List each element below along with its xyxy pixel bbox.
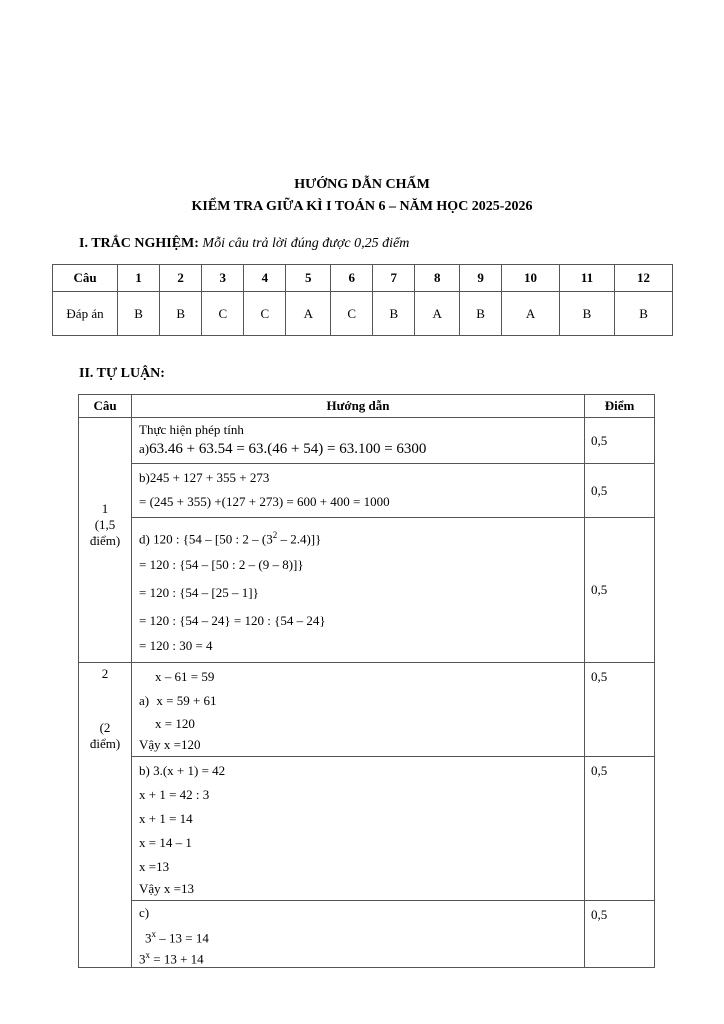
q2-a-points: 0,5 [585, 663, 655, 757]
mc-question-number: 3 [202, 265, 244, 292]
q2-b-guide [132, 757, 585, 901]
mc-answer: B [460, 292, 502, 336]
part2-heading: II. TỰ LUẬN: [79, 366, 165, 381]
guide-line [139, 922, 577, 946]
q1-a-prefix: a) [139, 441, 150, 456]
mc-answer: B [373, 292, 415, 336]
mc-question-number: 6 [331, 265, 373, 292]
mc-question-number: 11 [559, 265, 614, 292]
document-subtitle: KIỂM TRA GIỮA KÌ I TOÁN 6 – NĂM HỌC 2025-2026 [191, 199, 533, 214]
exponent: x [145, 950, 150, 960]
mc-header-label: Câu [53, 265, 118, 292]
mc-answer: C [244, 292, 286, 336]
q1-d-points: 0,5 [585, 518, 655, 663]
q1-label-cell [79, 418, 132, 663]
guide-line: = 120 : {54 – 24} = 120 : {54 – 24} [139, 613, 326, 628]
exponent: 2 [272, 530, 278, 540]
guide-line: x + 1 = 42 : 3 [139, 787, 210, 802]
q2-label-cell [79, 663, 132, 968]
q2-a-guide [132, 663, 585, 757]
col-guide-header: Hướng dẫn [132, 395, 585, 418]
col-question-header: Câu [79, 395, 132, 418]
mc-answer: B [118, 292, 160, 336]
q1-b-points: 0,5 [585, 464, 655, 518]
guide-line: = 120 : {54 – [50 : 2 – (9 – 8)]} [139, 557, 304, 572]
guide-line: x =13 [139, 859, 170, 874]
q1-d-guide [132, 518, 585, 663]
mc-question-number: 10 [502, 265, 560, 292]
guide-line: Vậy x =120 [139, 737, 201, 752]
col-points-header: Điểm [585, 395, 655, 418]
q2-points-label: (2 [99, 720, 111, 735]
q2-c-text: 3 [145, 930, 152, 946]
q2-c-text: = 13 + 14 [150, 951, 204, 967]
q1-b-row [79, 464, 655, 518]
guide-line [139, 520, 577, 550]
guide-line: = (245 + 355) +(127 + 273) = 600 + 400 = 1000 [139, 494, 390, 509]
guide-line [139, 439, 577, 458]
guide-line: x – 61 = 59 [155, 669, 215, 684]
q1-d-row [79, 518, 655, 663]
q2-c-text: – 13 = 14 [156, 930, 209, 946]
guide-line: x = 14 – 1 [139, 835, 192, 850]
q1-d-text: d) 120 : {54 – [50 : 2 – (3 [139, 531, 273, 547]
document-title: HƯỚNG DẪN CHẤM [294, 177, 430, 192]
q2-a-text: x = 59 + 61 [156, 693, 217, 708]
q2-b-row [79, 757, 655, 901]
q2-c-guide [132, 901, 585, 968]
mc-answer: A [286, 292, 331, 336]
q1-points-label: điểm) [89, 533, 121, 548]
guide-line: b) 3.(x + 1) = 42 [139, 763, 226, 778]
q2-a-row [79, 663, 655, 757]
mc-answer: B [160, 292, 202, 336]
q1-a-row [79, 418, 655, 464]
guide-line: b)245 + 127 + 355 + 273 [139, 470, 270, 485]
q1-d-text: – 2.4)]} [277, 531, 322, 547]
mc-question-number: 12 [615, 265, 673, 292]
mc-question-number: 1 [118, 265, 160, 292]
mc-question-number: 4 [244, 265, 286, 292]
guide-line: Vậy x =13 [139, 881, 194, 896]
q2-c-text: 3 [139, 951, 146, 967]
part1-heading [79, 236, 409, 252]
q1-a-points: 0,5 [585, 418, 655, 464]
q1-b-guide [132, 464, 585, 518]
guide-line: = 120 : {54 – [25 – 1]} [139, 585, 259, 600]
guide-line: = 120 : 30 = 4 [139, 638, 213, 653]
q1-points-label: (1,5 [94, 517, 116, 532]
essay-header-row [79, 395, 655, 418]
mc-question-number: 2 [160, 265, 202, 292]
q2-b-points: 0,5 [585, 757, 655, 901]
guide-line [139, 689, 577, 713]
q2-number: 2 [101, 666, 109, 681]
guide-line: x + 1 = 14 [139, 811, 193, 826]
guide-line [139, 946, 577, 965]
guide-line: x = 120 [155, 716, 195, 731]
q1-number: 1 [101, 501, 109, 516]
mc-header-row [53, 265, 673, 292]
essay-table [78, 394, 655, 968]
mc-answer-label: Đáp án [53, 292, 118, 336]
exponent: x [151, 929, 156, 939]
mc-answer: A [415, 292, 460, 336]
mc-answer: A [502, 292, 560, 336]
q2-points-label: điểm) [89, 736, 121, 751]
mc-answer-row [53, 292, 673, 336]
mc-answer: C [202, 292, 244, 336]
q2-a-prefix: a) [139, 693, 150, 708]
mc-question-number: 5 [286, 265, 331, 292]
q2-c-points: 0,5 [585, 901, 655, 968]
part1-note: Mỗi câu trả lời đúng được 0,25 điểm [202, 236, 410, 251]
mc-answer: B [615, 292, 673, 336]
multiple-choice-table [52, 264, 673, 336]
q1-a-expression: 63.46 + 63.54 = 63.(46 + 54) = 63.100 = 6300 [149, 441, 427, 457]
mc-answer: B [559, 292, 614, 336]
guide-line: Thực hiện phép tính [139, 422, 244, 437]
mc-answer: C [331, 292, 373, 336]
mc-question-number: 7 [373, 265, 415, 292]
q1-a-guide [132, 418, 585, 464]
q2-c-row [79, 901, 655, 968]
part1-title: I. TRẮC NGHIỆM: [79, 236, 199, 251]
guide-line: c) [139, 905, 150, 920]
mc-question-number: 8 [415, 265, 460, 292]
mc-question-number: 9 [460, 265, 502, 292]
